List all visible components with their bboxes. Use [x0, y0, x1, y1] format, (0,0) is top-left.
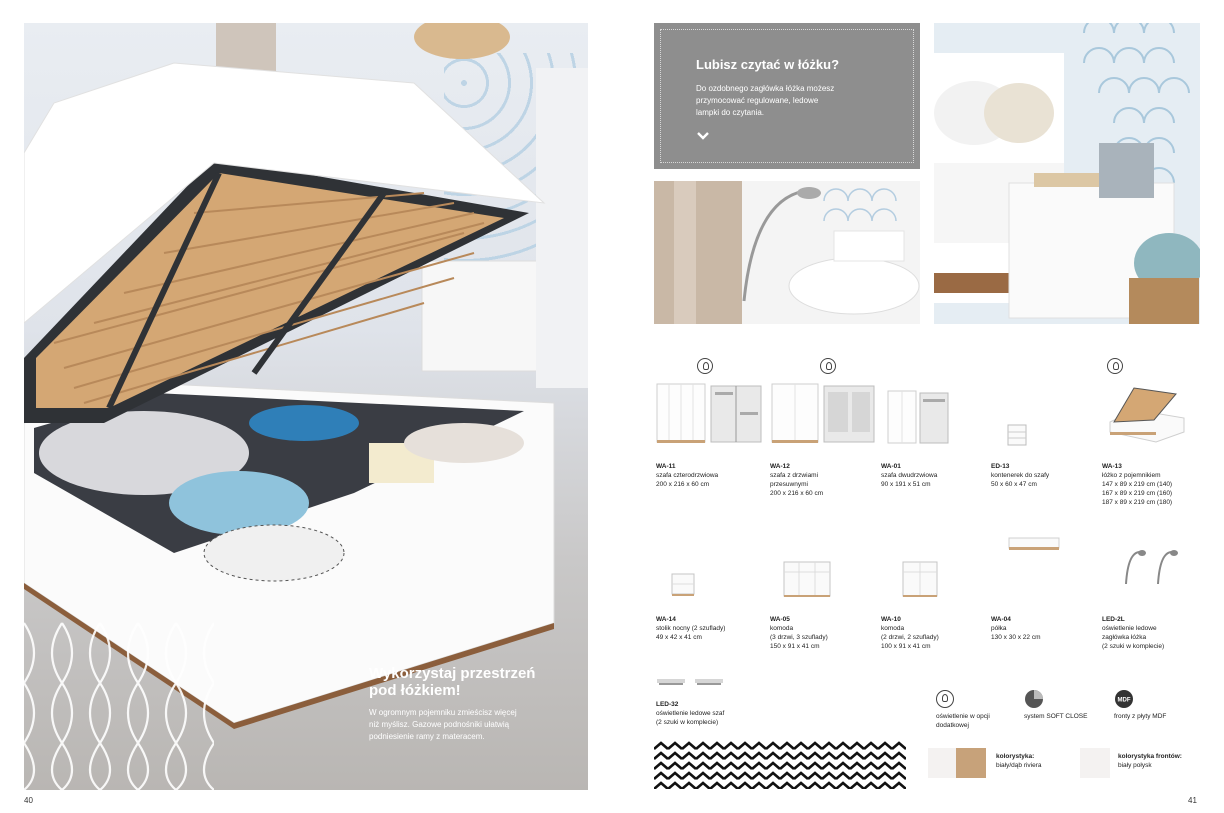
promo-body-line-1: Do ozdobnego zagłówka łóżka możesz	[696, 84, 835, 93]
product-desc-3: (2 szuki w komplecie)	[1102, 643, 1165, 650]
product-desc-3: 100 x 91 x 41 cm	[881, 643, 931, 650]
product-ed-13	[991, 462, 1049, 489]
product-image-wa-14	[670, 570, 698, 600]
product-desc-3: 167 x 89 x 219 cm (160)	[1102, 490, 1173, 497]
product-led-2l	[1102, 615, 1164, 651]
product-desc-2: 130 x 30 x 22 cm	[991, 634, 1041, 641]
bulb-icon	[936, 690, 954, 708]
product-desc-1: szafa z drzwiami	[770, 472, 819, 479]
photo-nightstand	[934, 23, 1200, 324]
legend-fronts-value: biały połysk	[1118, 762, 1152, 769]
legend-mdf: fronty z płyty MDF	[1114, 713, 1167, 720]
product-desc-3: 150 x 91 x 41 cm	[770, 643, 820, 650]
product-desc-1: szafa czterodrzwiowa	[656, 472, 719, 479]
product-desc-3: 200 x 216 x 60 cm	[770, 490, 824, 497]
legend-colors-value: biały/dąb riviera	[996, 762, 1042, 769]
product-image-wa-11	[655, 382, 763, 444]
product-code: LED-2L	[1102, 616, 1125, 623]
swatch-oak-riviera	[956, 748, 986, 778]
hero-title-line-2: pod łóżkiem!	[369, 682, 461, 699]
product-code: WA-11	[656, 463, 676, 470]
product-code: ED-13	[991, 463, 1010, 470]
product-desc-1: komoda	[770, 625, 794, 632]
hero-photo-bed-storage	[24, 23, 588, 790]
hero-body-line-2: niż myślisz. Gazowe podnośniki ułatwią	[369, 720, 510, 729]
bulb-icon	[820, 358, 836, 374]
product-image-wa-04	[1007, 535, 1063, 553]
product-desc-1: półka	[991, 625, 1007, 632]
chevron-pattern-strip	[654, 741, 906, 789]
product-wa-10	[881, 615, 939, 651]
hero-caption-title	[369, 665, 579, 699]
legend-soft-close: system SOFT CLOSE	[1024, 713, 1088, 720]
product-wa-04	[991, 615, 1041, 642]
product-code: WA-12	[770, 463, 790, 470]
product-desc-1: kontenerek do szafy	[991, 472, 1050, 479]
legend-led	[936, 712, 990, 730]
product-desc-1: komoda	[881, 625, 905, 632]
promo-body-line-2: przymocować regulowane, ledowe	[696, 96, 819, 105]
product-wa-12	[770, 462, 823, 498]
product-code: WA-14	[656, 616, 676, 623]
page-number-right: 41	[1188, 796, 1197, 805]
nightstand-illustration	[934, 23, 1200, 324]
product-image-ed-13	[1006, 423, 1030, 447]
promo-body-line-3: lampki do czytania.	[696, 108, 765, 117]
product-desc-2: przesuwnymi	[770, 481, 808, 488]
swatch-white	[928, 748, 956, 778]
product-desc-2: 200 x 216 x 60 cm	[656, 481, 710, 488]
legend-colors	[996, 752, 1042, 770]
product-wa-01	[881, 462, 937, 489]
legend-fronts	[1118, 752, 1182, 770]
promo-body	[696, 83, 876, 119]
product-image-wa-01	[886, 389, 952, 445]
lattice-pattern	[24, 613, 214, 790]
product-desc-2: (2 szuki w komplecie)	[656, 719, 719, 726]
page-number-left: 40	[24, 796, 33, 805]
photo-reading-lamp	[654, 181, 920, 324]
product-image-led-32	[655, 675, 727, 689]
hero-caption	[369, 665, 579, 743]
product-desc-2: 90 x 191 x 51 cm	[881, 481, 931, 488]
promo-box	[654, 23, 920, 169]
product-desc-1: oświetlenie ledowe	[1102, 625, 1157, 632]
promo-title: Lubisz czytać w łóżku?	[696, 57, 840, 72]
product-desc-1: szafa dwudrzwiowa	[881, 472, 938, 479]
mdf-icon	[1114, 689, 1134, 709]
product-wa-05	[770, 615, 828, 651]
hero-title-line-1: Wykorzystaj przestrzeń	[369, 665, 536, 682]
bulb-icon	[1107, 358, 1123, 374]
product-wa-14	[656, 615, 725, 642]
product-code: LED-32	[656, 701, 679, 708]
product-desc-2: 50 x 60 x 47 cm	[991, 481, 1037, 488]
product-code: WA-04	[991, 616, 1011, 623]
product-desc-4: 187 x 89 x 219 cm (180)	[1102, 499, 1173, 506]
product-image-wa-13	[1106, 382, 1188, 444]
product-led-32	[656, 700, 724, 727]
mdf-icon-text: MDF	[1117, 697, 1131, 704]
hero-body-line-3: podniesienie ramy z materacem.	[369, 732, 485, 741]
legend-led-line-2: dodatkowej	[936, 722, 969, 729]
legend-led-line-1: oświetlenie w opcji	[936, 713, 990, 720]
product-desc-2: (2 drzwi, 2 szuflady)	[881, 634, 939, 641]
product-desc-1: łóżko z pojemnikiem	[1102, 472, 1161, 479]
product-code: WA-01	[881, 463, 901, 470]
product-code: WA-13	[1102, 463, 1122, 470]
swatch-white-gloss	[1080, 748, 1110, 778]
chevron-down-icon[interactable]	[696, 129, 710, 143]
product-wa-11	[656, 462, 718, 489]
legend-colors-label: kolorystyka:	[996, 753, 1035, 760]
product-desc-2: (3 drzwi, 3 szuflady)	[770, 634, 828, 641]
product-desc-2: 147 x 89 x 219 cm (140)	[1102, 481, 1173, 488]
reading-lamp-illustration	[654, 181, 920, 324]
bulb-icon	[697, 358, 713, 374]
product-desc-1: stolik nocny (2 szuflady)	[656, 625, 726, 632]
product-image-led-2l	[1122, 548, 1178, 588]
product-code: WA-05	[770, 616, 790, 623]
product-image-wa-10	[901, 560, 941, 600]
soft-close-icon	[1024, 689, 1044, 709]
hero-body-line-1: W ogromnym pojemniku zmieścisz więcej	[369, 708, 517, 717]
product-wa-13	[1102, 462, 1172, 507]
product-desc-2: zagłówka łóżka	[1102, 634, 1147, 641]
product-image-wa-12	[770, 382, 876, 444]
legend-fronts-label: kolorystyka frontów:	[1118, 753, 1182, 760]
product-code: WA-10	[881, 616, 901, 623]
product-image-wa-05	[782, 560, 834, 600]
product-desc-1: oświetlenie ledowe szaf	[656, 710, 725, 717]
product-desc-2: 49 x 42 x 41 cm	[656, 634, 702, 641]
hero-caption-body	[369, 707, 579, 743]
